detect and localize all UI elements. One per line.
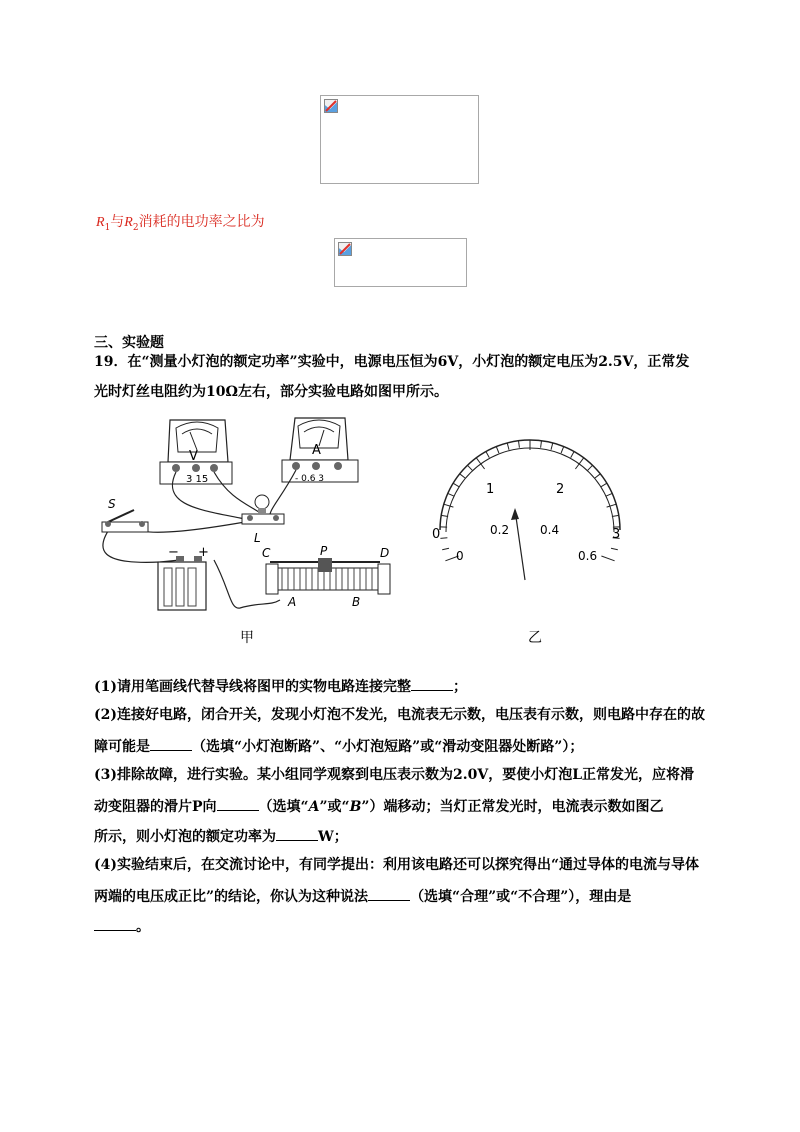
broken-image-icon: [338, 242, 352, 256]
q4-text: 两端的电压成正比”的结论，你认为这种说法: [94, 889, 369, 905]
rheostat-label-c: C: [262, 546, 271, 560]
q4-line-1: (4)实验结束后，在交流讨论中，有同学提出：利用该电路还可以探究得出“通过导体的电流与导体: [94, 857, 700, 873]
dial-tick: [561, 447, 564, 453]
dial-bottom-0: 0: [456, 549, 464, 563]
dial-tick: [611, 548, 618, 550]
q3-power-text: 所示，则小灯泡的额定功率为: [94, 829, 276, 845]
switch-label: S: [108, 497, 116, 511]
dial-top-0: 0: [432, 527, 441, 542]
ammeter-label: A: [312, 443, 321, 458]
dial-tick: [571, 452, 574, 458]
broken-image-placeholder-1: [320, 95, 479, 184]
dial-tick: [496, 447, 499, 453]
question-line-2: 光时灯丝电阻约为10Ω左右，部分实验电路如图甲所示。: [94, 384, 448, 400]
rheostat-label-d: D: [380, 546, 390, 560]
battery-plus-label: +: [198, 545, 209, 560]
answer-line: [96, 211, 265, 233]
dial-tick: [541, 441, 542, 448]
q3-option-a: A: [308, 799, 320, 815]
switch: [102, 497, 148, 532]
broken-image-placeholder-2: [334, 238, 467, 287]
q1-answer-blank[interactable]: [411, 678, 453, 691]
q4-line-2: [94, 888, 631, 904]
q4-text-final: 。: [136, 919, 150, 935]
conjunction: 与: [110, 214, 125, 230]
q4-text-end: （选填“合理”或“不合理”），理由是: [410, 889, 632, 905]
dial-tick: [575, 458, 583, 469]
battery-minus-label: −: [168, 545, 179, 560]
question-line-1: 19．在“测量小灯泡的额定功率”实验中，电源电压恒为6V，小灯泡的额定电压为2.5V，正常发: [94, 354, 690, 370]
dial-tick: [468, 465, 473, 470]
q2-line-1: (2)连接好电路，闭合开关，发现小灯泡不发光，电流表无示数，电压表有示数，则电路中存在的故: [94, 707, 705, 723]
q1-text-end: ；: [453, 679, 467, 695]
circuit-diagram: [90, 410, 650, 655]
dial-top-1: 1: [486, 482, 495, 497]
dial-tick: [460, 474, 466, 478]
q4-line-3: [94, 918, 150, 934]
r2-subscript: 2: [132, 222, 139, 233]
dial-tick: [606, 493, 612, 496]
q3-line-1: (3)排除故障，进行实验。某小组同学观察到电压表示数为2.0V，要使小灯泡L正常发光，应将滑: [94, 767, 695, 783]
dial-tick: [442, 548, 449, 550]
caption-right: 乙: [528, 630, 542, 646]
dial-tick: [507, 443, 509, 450]
dial-tick: [601, 556, 614, 561]
section-title: 三、实验题: [94, 335, 164, 351]
lamp-label: L: [254, 531, 261, 545]
q3-direction-blank[interactable]: [217, 798, 259, 811]
q3-text: 动变阻器的滑片P向: [94, 799, 217, 815]
rheostat-label-a: A: [288, 595, 297, 609]
dial-bottom-2: 0.4: [540, 523, 560, 537]
rheostat-label-b: B: [352, 595, 361, 609]
q2-text: 障可能是: [94, 739, 150, 755]
q3-text-end: ”）端移动；当灯正常发光时，电流表示数如图乙: [361, 799, 664, 815]
dial-tick: [440, 538, 447, 539]
q3-option-b: B: [349, 799, 362, 815]
dial-tick: [588, 465, 593, 470]
circuit-figure: [90, 410, 650, 655]
dial-tick: [595, 474, 601, 478]
q1-text: (1)请用笔画线代替导线将图甲的实物电路连接完整: [94, 679, 411, 695]
q1-line: [94, 678, 467, 694]
r1-subscript: 1: [104, 222, 111, 233]
dial-tick: [551, 443, 553, 450]
battery: [158, 545, 209, 610]
q4-reason-blank[interactable]: [94, 918, 136, 931]
voltmeter: [160, 420, 232, 485]
rheostat-label-p: P: [320, 544, 328, 558]
dial-tick: [444, 504, 454, 507]
lamp: [242, 495, 284, 545]
dial-tick: [476, 458, 484, 469]
ammeter-dial: [432, 440, 620, 580]
voltmeter-label: V: [189, 449, 198, 464]
dial-tick: [486, 452, 489, 458]
dial-tick: [453, 483, 459, 487]
rheostat: [262, 544, 390, 609]
dial-tick: [607, 504, 617, 507]
dial-tick: [612, 515, 619, 516]
r2-symbol: R: [124, 215, 133, 230]
q3-line-2: [94, 798, 663, 814]
dial-bottom-3: 0.6: [578, 549, 598, 563]
dial-top-3: 3: [612, 527, 621, 542]
q3-line-3: [94, 828, 348, 844]
r1-symbol: R: [96, 215, 105, 230]
q3-power-unit: W；: [318, 829, 348, 845]
voltmeter-terminals: 3 15: [186, 474, 209, 485]
dial-tick: [441, 515, 448, 516]
q2-text-end: （选填“小灯泡断路”、“小灯泡短路”或“滑动变阻器处断路”）；: [192, 739, 584, 755]
q4-answer-blank[interactable]: [368, 888, 410, 901]
q3-text-mid2: ”或“: [319, 799, 350, 815]
ammeter-terminals: - 0.6 3: [295, 474, 325, 484]
dial-tick: [519, 441, 520, 448]
q2-line-2: [94, 738, 583, 754]
answer-line-text: 消耗的电功率之比为: [138, 214, 265, 230]
dial-top-2: 2: [556, 482, 565, 497]
q2-answer-blank[interactable]: [150, 738, 192, 751]
q3-text-mid: （选填“: [258, 799, 309, 815]
dial-bottom-1: 0.2: [490, 523, 510, 537]
caption-left: 甲: [240, 630, 254, 646]
dial-tick: [601, 483, 607, 487]
q3-power-blank[interactable]: [276, 828, 318, 841]
broken-image-icon: [324, 99, 338, 113]
dial-tick: [448, 493, 454, 496]
